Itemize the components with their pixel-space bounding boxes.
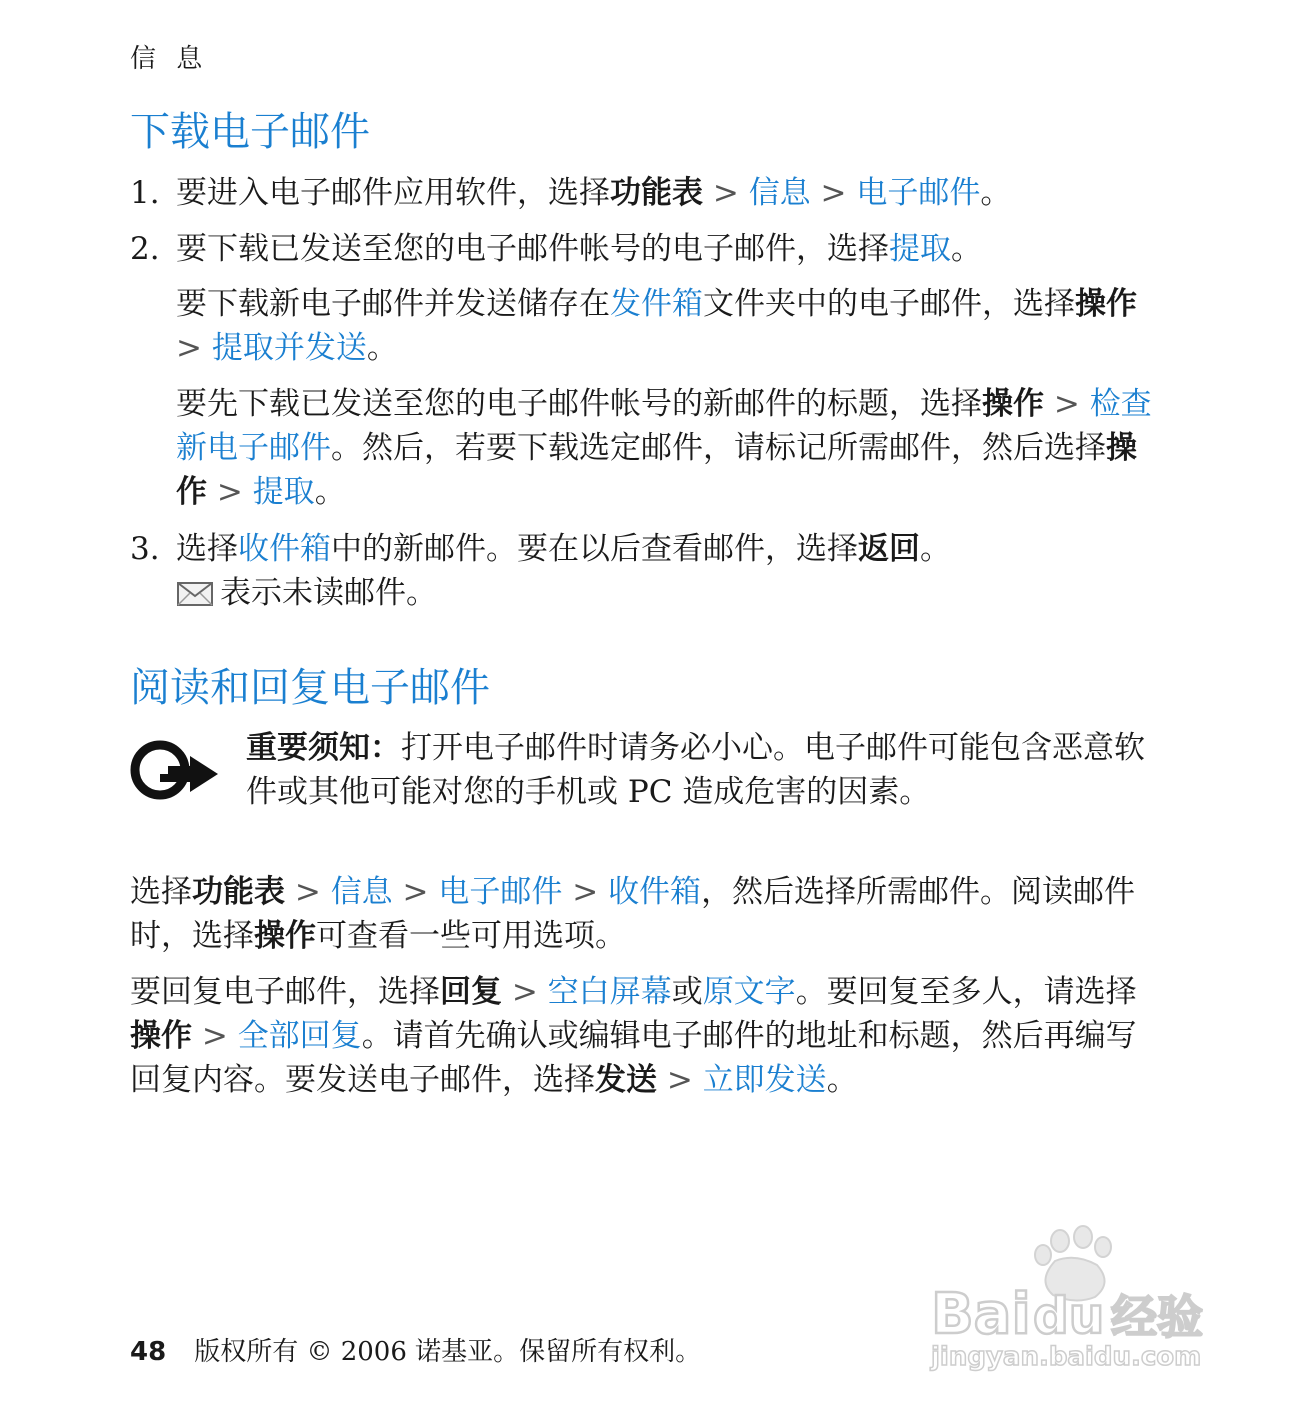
step-2-subpara-a	[176, 282, 1156, 370]
menu-label-menu: 功能表	[192, 874, 285, 910]
separator: >	[502, 974, 548, 1010]
read-email-paragraph	[130, 870, 1150, 958]
list-number-2: 2.	[130, 231, 160, 267]
separator: >	[285, 874, 331, 910]
text-run: 。	[951, 231, 982, 267]
separator: >	[1044, 386, 1090, 422]
link-email[interactable]: 电子邮件	[856, 175, 981, 211]
important-note-text	[246, 726, 1151, 814]
link-retrieve[interactable]: 提取	[889, 231, 951, 267]
page-number: 48	[130, 1337, 167, 1367]
text-run: 文件夹中的电子邮件，选择	[703, 286, 1075, 322]
svg-text:Bai: Bai	[931, 1282, 1031, 1347]
menu-label-reply: 回复	[440, 974, 502, 1010]
step-1-text	[176, 171, 1166, 215]
separator: >	[810, 175, 857, 211]
menu-label-options: 操作	[130, 1018, 192, 1054]
page-footer	[130, 1332, 701, 1372]
menu-label-options: 操作	[1075, 286, 1137, 322]
list-number-3: 3.	[130, 531, 160, 567]
link-inbox[interactable]: 收件箱	[238, 531, 331, 567]
link-messaging[interactable]: 信息	[330, 874, 393, 910]
link-reply-all[interactable]: 全部回复	[237, 1018, 362, 1054]
text-run: 。	[314, 474, 346, 510]
text-run: 表示未读邮件。	[220, 575, 437, 611]
menu-label-send: 发送	[595, 1062, 657, 1098]
baidu-jingyan-watermark	[925, 1225, 1225, 1375]
unread-indicator-line	[176, 571, 1076, 615]
text-run: 。然后，若要下载选定邮件，请标记所需邮件，然后选择	[331, 430, 1106, 466]
svg-text:经验: 经验	[1111, 1290, 1203, 1344]
link-original-text[interactable]: 原文字	[702, 974, 796, 1010]
important-note-icon	[130, 736, 220, 800]
separator: >	[703, 175, 749, 211]
link-check-new-email[interactable]: 检查新电子邮件	[176, 386, 1152, 466]
text-run: 。请首先确认或编辑电子邮件的地址和标题，然后再编写回复内容。要发送电子邮件，选择	[130, 1018, 1137, 1098]
step-2-subpara-b	[176, 382, 1156, 514]
text-run: 要下载新电子邮件并发送储存在	[176, 286, 610, 322]
text-run: 要下载已发送至您的电子邮件帐号的电子邮件，选择	[176, 231, 889, 267]
svg-text:jingyan.baidu.com: jingyan.baidu.com	[931, 1342, 1202, 1372]
text-run: 。	[920, 531, 951, 567]
section-title-download-email: 下载电子邮件	[130, 109, 370, 155]
text-run: 要进入电子邮件应用软件，选择	[176, 175, 610, 211]
separator: >	[562, 874, 609, 910]
separator: >	[207, 474, 253, 510]
menu-label-options: 操作	[176, 430, 1137, 510]
text-run: 中的新邮件。要在以后查看邮件，选择	[331, 531, 858, 567]
text-run: 。	[980, 175, 1012, 211]
menu-label-options: 操作	[254, 918, 316, 954]
link-messaging[interactable]: 信息	[748, 175, 811, 211]
step-2-text	[176, 227, 1166, 271]
running-header: 信 息	[130, 44, 209, 74]
text-run: 。要回复至多人，请选择	[795, 974, 1137, 1010]
text-run: 打开电子邮件时请务必小心。电子邮件可能包含恶意软件或其他可能对您的手机或 PC 造成危害的因素。	[246, 730, 1145, 810]
menu-label-menu: 功能表	[610, 175, 703, 211]
list-number-1: 1.	[130, 175, 160, 211]
text-run: 或	[671, 974, 703, 1010]
text-run: 可查看一些可用选项。	[316, 918, 626, 954]
menu-label-options: 操作	[982, 386, 1044, 422]
text-run: 选择	[130, 874, 192, 910]
text-run: 选择	[176, 531, 238, 567]
step-3-text	[176, 527, 1166, 571]
text-run: 。	[366, 330, 398, 366]
text-run: ，然后选择所需邮件。阅读邮件时，选择	[130, 874, 1136, 954]
link-outbox[interactable]: 发件箱	[610, 286, 703, 322]
separator: >	[392, 874, 439, 910]
text-run: 要先下载已发送至您的电子邮件帐号的新邮件的标题，选择	[176, 386, 982, 422]
note-label: 重要须知：	[246, 730, 401, 766]
link-email[interactable]: 电子邮件	[438, 874, 563, 910]
svg-text:du: du	[1033, 1287, 1105, 1345]
reply-email-paragraph	[130, 970, 1150, 1102]
menu-label-back: 返回	[858, 531, 920, 567]
section-title-read-reply-email: 阅读和回复电子邮件	[130, 665, 490, 711]
separator: >	[657, 1062, 703, 1098]
link-blank-screen[interactable]: 空白屏幕	[547, 974, 672, 1010]
link-inbox[interactable]: 收件箱	[608, 874, 702, 910]
link-send-now[interactable]: 立即发送	[702, 1062, 827, 1098]
text-run: 要回复电子邮件，选择	[130, 974, 440, 1010]
copyright-text: 版权所有 © 2006 诺基亚。保留所有权利。	[194, 1337, 702, 1367]
text-run: 。	[826, 1062, 858, 1098]
envelope-icon	[176, 581, 214, 607]
separator: >	[176, 330, 212, 366]
separator: >	[192, 1018, 238, 1054]
link-retrieve-and-send[interactable]: 提取并发送	[211, 330, 367, 366]
link-retrieve[interactable]: 提取	[252, 474, 315, 510]
